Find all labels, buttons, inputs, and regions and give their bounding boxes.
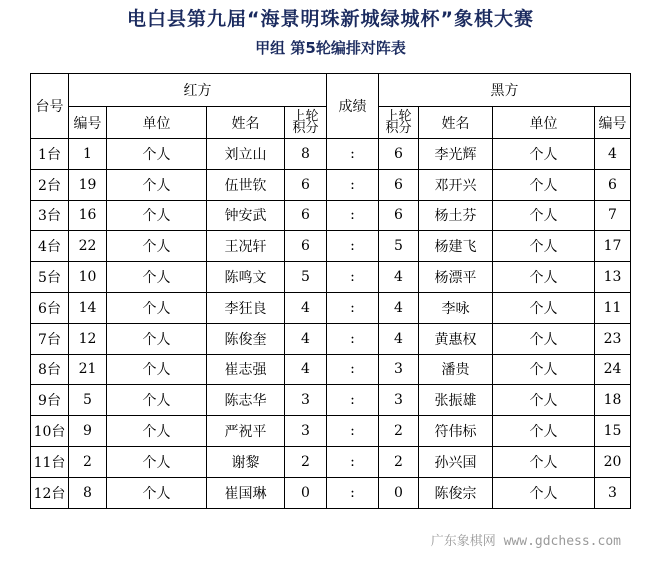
result-cell: : <box>327 169 379 200</box>
result-cell: : <box>327 446 379 477</box>
table-row <box>31 292 631 323</box>
red-unit-cell: 个人 <box>107 416 207 447</box>
red-unit-cell: 个人 <box>107 231 207 262</box>
table-row <box>31 385 631 416</box>
red-unit-cell: 个人 <box>107 323 207 354</box>
black-name-cell: 杨土芬 <box>419 200 493 231</box>
result-cell: : <box>327 416 379 447</box>
black-unit-cell: 个人 <box>493 200 595 231</box>
black-unit-cell: 个人 <box>493 477 595 508</box>
table-no-cell: 8台 <box>31 354 69 385</box>
black-unit-cell: 个人 <box>493 139 595 170</box>
black-name-cell: 符伟标 <box>419 416 493 447</box>
table-row <box>31 446 631 477</box>
red-name-cell: 陈志华 <box>207 385 285 416</box>
black-unit-cell: 个人 <box>493 292 595 323</box>
red-num-cell: 16 <box>69 200 107 231</box>
black-name-cell: 陈俊宗 <box>419 477 493 508</box>
result-cell: : <box>327 323 379 354</box>
table-no-cell: 2台 <box>31 169 69 200</box>
table-row <box>31 262 631 293</box>
black-num-cell: 4 <box>595 139 631 170</box>
red-name-cell: 谢黎 <box>207 446 285 477</box>
red-unit-cell: 个人 <box>107 139 207 170</box>
red-unit-cell: 个人 <box>107 446 207 477</box>
red-name-cell: 陈鸣文 <box>207 262 285 293</box>
red-name-cell: 陈俊奎 <box>207 323 285 354</box>
header-black: 黑方 <box>379 74 631 107</box>
red-prev-points-cell: 6 <box>285 200 327 231</box>
black-prev-points-cell: 0 <box>379 477 419 508</box>
result-cell: : <box>327 354 379 385</box>
black-num-cell: 13 <box>595 262 631 293</box>
black-num-cell: 24 <box>595 354 631 385</box>
black-prev-points-cell: 4 <box>379 292 419 323</box>
black-num-cell: 7 <box>595 200 631 231</box>
red-num-cell: 5 <box>69 385 107 416</box>
header-prev-line2: 积分 <box>385 120 412 136</box>
table-no-cell: 11台 <box>31 446 69 477</box>
black-prev-points-cell: 3 <box>379 354 419 385</box>
header-red: 红方 <box>69 74 327 107</box>
red-num-cell: 9 <box>69 416 107 447</box>
red-name-cell: 严祝平 <box>207 416 285 447</box>
black-prev-points-cell: 2 <box>379 446 419 477</box>
black-name-cell: 李咏 <box>419 292 493 323</box>
red-unit-cell: 个人 <box>107 262 207 293</box>
black-unit-cell: 个人 <box>493 323 595 354</box>
red-prev-points-cell: 6 <box>285 169 327 200</box>
table-row <box>31 139 631 170</box>
result-cell: : <box>327 262 379 293</box>
black-num-cell: 20 <box>595 446 631 477</box>
header-red-num: 编号 <box>69 107 107 139</box>
red-unit-cell: 个人 <box>107 292 207 323</box>
red-name-cell: 王况轩 <box>207 231 285 262</box>
table-no-cell: 9台 <box>31 385 69 416</box>
table-no-cell: 1台 <box>31 139 69 170</box>
black-num-cell: 6 <box>595 169 631 200</box>
black-prev-points-cell: 6 <box>379 139 419 170</box>
result-cell: : <box>327 231 379 262</box>
table-row <box>31 354 631 385</box>
black-prev-points-cell: 4 <box>379 262 419 293</box>
red-num-cell: 12 <box>69 323 107 354</box>
table-no-cell: 10台 <box>31 416 69 447</box>
table-no-cell: 3台 <box>31 200 69 231</box>
header-red-unit: 单位 <box>107 107 207 139</box>
black-num-cell: 18 <box>595 385 631 416</box>
table-row <box>31 169 631 200</box>
black-unit-cell: 个人 <box>493 416 595 447</box>
black-prev-points-cell: 2 <box>379 416 419 447</box>
header-prev-line2: 积分 <box>292 120 319 136</box>
page-subtitle: 甲组 第5轮编排对阵表 <box>255 39 406 57</box>
header-black-name: 姓名 <box>419 107 493 139</box>
header-black-unit: 单位 <box>493 107 595 139</box>
black-name-cell: 李光辉 <box>419 139 493 170</box>
red-num-cell: 21 <box>69 354 107 385</box>
red-prev-points-cell: 8 <box>285 139 327 170</box>
table-row <box>31 231 631 262</box>
black-name-cell: 张振雄 <box>419 385 493 416</box>
black-num-cell: 23 <box>595 323 631 354</box>
black-prev-points-cell: 3 <box>379 385 419 416</box>
black-prev-points-cell: 5 <box>379 231 419 262</box>
red-num-cell: 19 <box>69 169 107 200</box>
red-prev-points-cell: 5 <box>285 262 327 293</box>
table-no-cell: 12台 <box>31 477 69 508</box>
red-prev-points-cell: 4 <box>285 323 327 354</box>
header-result: 成绩 <box>327 74 379 139</box>
black-name-cell: 孙兴国 <box>419 446 493 477</box>
result-cell: : <box>327 477 379 508</box>
result-cell: : <box>327 385 379 416</box>
red-prev-points-cell: 4 <box>285 354 327 385</box>
red-unit-cell: 个人 <box>107 477 207 508</box>
red-num-cell: 2 <box>69 446 107 477</box>
red-prev-points-cell: 3 <box>285 385 327 416</box>
black-prev-points-cell: 6 <box>379 200 419 231</box>
black-unit-cell: 个人 <box>493 354 595 385</box>
pairing-table <box>30 73 631 509</box>
red-name-cell: 伍世钦 <box>207 169 285 200</box>
black-prev-points-cell: 6 <box>379 169 419 200</box>
red-num-cell: 10 <box>69 262 107 293</box>
result-cell: : <box>327 200 379 231</box>
result-cell: : <box>327 292 379 323</box>
header-table-no: 台号 <box>31 74 69 139</box>
red-unit-cell: 个人 <box>107 169 207 200</box>
black-num-cell: 11 <box>595 292 631 323</box>
red-num-cell: 22 <box>69 231 107 262</box>
red-unit-cell: 个人 <box>107 354 207 385</box>
header-black-num: 编号 <box>595 107 631 139</box>
red-name-cell: 崔志强 <box>207 354 285 385</box>
table-no-cell: 7台 <box>31 323 69 354</box>
red-num-cell: 14 <box>69 292 107 323</box>
page-title: 电白县第九届“海景明珠新城绿城杯”象棋大赛 <box>127 8 534 30</box>
black-unit-cell: 个人 <box>493 169 595 200</box>
table-no-cell: 5台 <box>31 262 69 293</box>
black-name-cell: 邓开兴 <box>419 169 493 200</box>
header-black-prev-points <box>379 107 419 139</box>
black-unit-cell: 个人 <box>493 446 595 477</box>
red-prev-points-cell: 6 <box>285 231 327 262</box>
red-name-cell: 李狂良 <box>207 292 285 323</box>
red-name-cell: 钟安武 <box>207 200 285 231</box>
result-cell: : <box>327 139 379 170</box>
black-name-cell: 杨漂平 <box>419 262 493 293</box>
red-name-cell: 刘立山 <box>207 139 285 170</box>
table-row <box>31 323 631 354</box>
black-unit-cell: 个人 <box>493 385 595 416</box>
header-prev-line1: 上轮 <box>385 108 412 124</box>
black-num-cell: 3 <box>595 477 631 508</box>
black-name-cell: 潘贵 <box>419 354 493 385</box>
table-no-cell: 6台 <box>31 292 69 323</box>
black-name-cell: 杨建飞 <box>419 231 493 262</box>
header-red-prev-points <box>285 107 327 139</box>
red-unit-cell: 个人 <box>107 200 207 231</box>
red-num-cell: 8 <box>69 477 107 508</box>
table-row <box>31 477 631 508</box>
black-unit-cell: 个人 <box>493 262 595 293</box>
red-num-cell: 1 <box>69 139 107 170</box>
header-red-name: 姓名 <box>207 107 285 139</box>
black-name-cell: 黄惠权 <box>419 323 493 354</box>
black-num-cell: 15 <box>595 416 631 447</box>
red-unit-cell: 个人 <box>107 385 207 416</box>
black-unit-cell: 个人 <box>493 231 595 262</box>
table-row <box>31 200 631 231</box>
red-prev-points-cell: 2 <box>285 446 327 477</box>
table-no-cell: 4台 <box>31 231 69 262</box>
table-row <box>31 416 631 447</box>
red-prev-points-cell: 4 <box>285 292 327 323</box>
red-prev-points-cell: 0 <box>285 477 327 508</box>
black-prev-points-cell: 4 <box>379 323 419 354</box>
red-prev-points-cell: 3 <box>285 416 327 447</box>
header-prev-line1: 上轮 <box>292 108 319 124</box>
red-name-cell: 崔国琳 <box>207 477 285 508</box>
black-num-cell: 17 <box>595 231 631 262</box>
footer-watermark: 广东象棋网 www.gdchess.com <box>430 534 621 549</box>
